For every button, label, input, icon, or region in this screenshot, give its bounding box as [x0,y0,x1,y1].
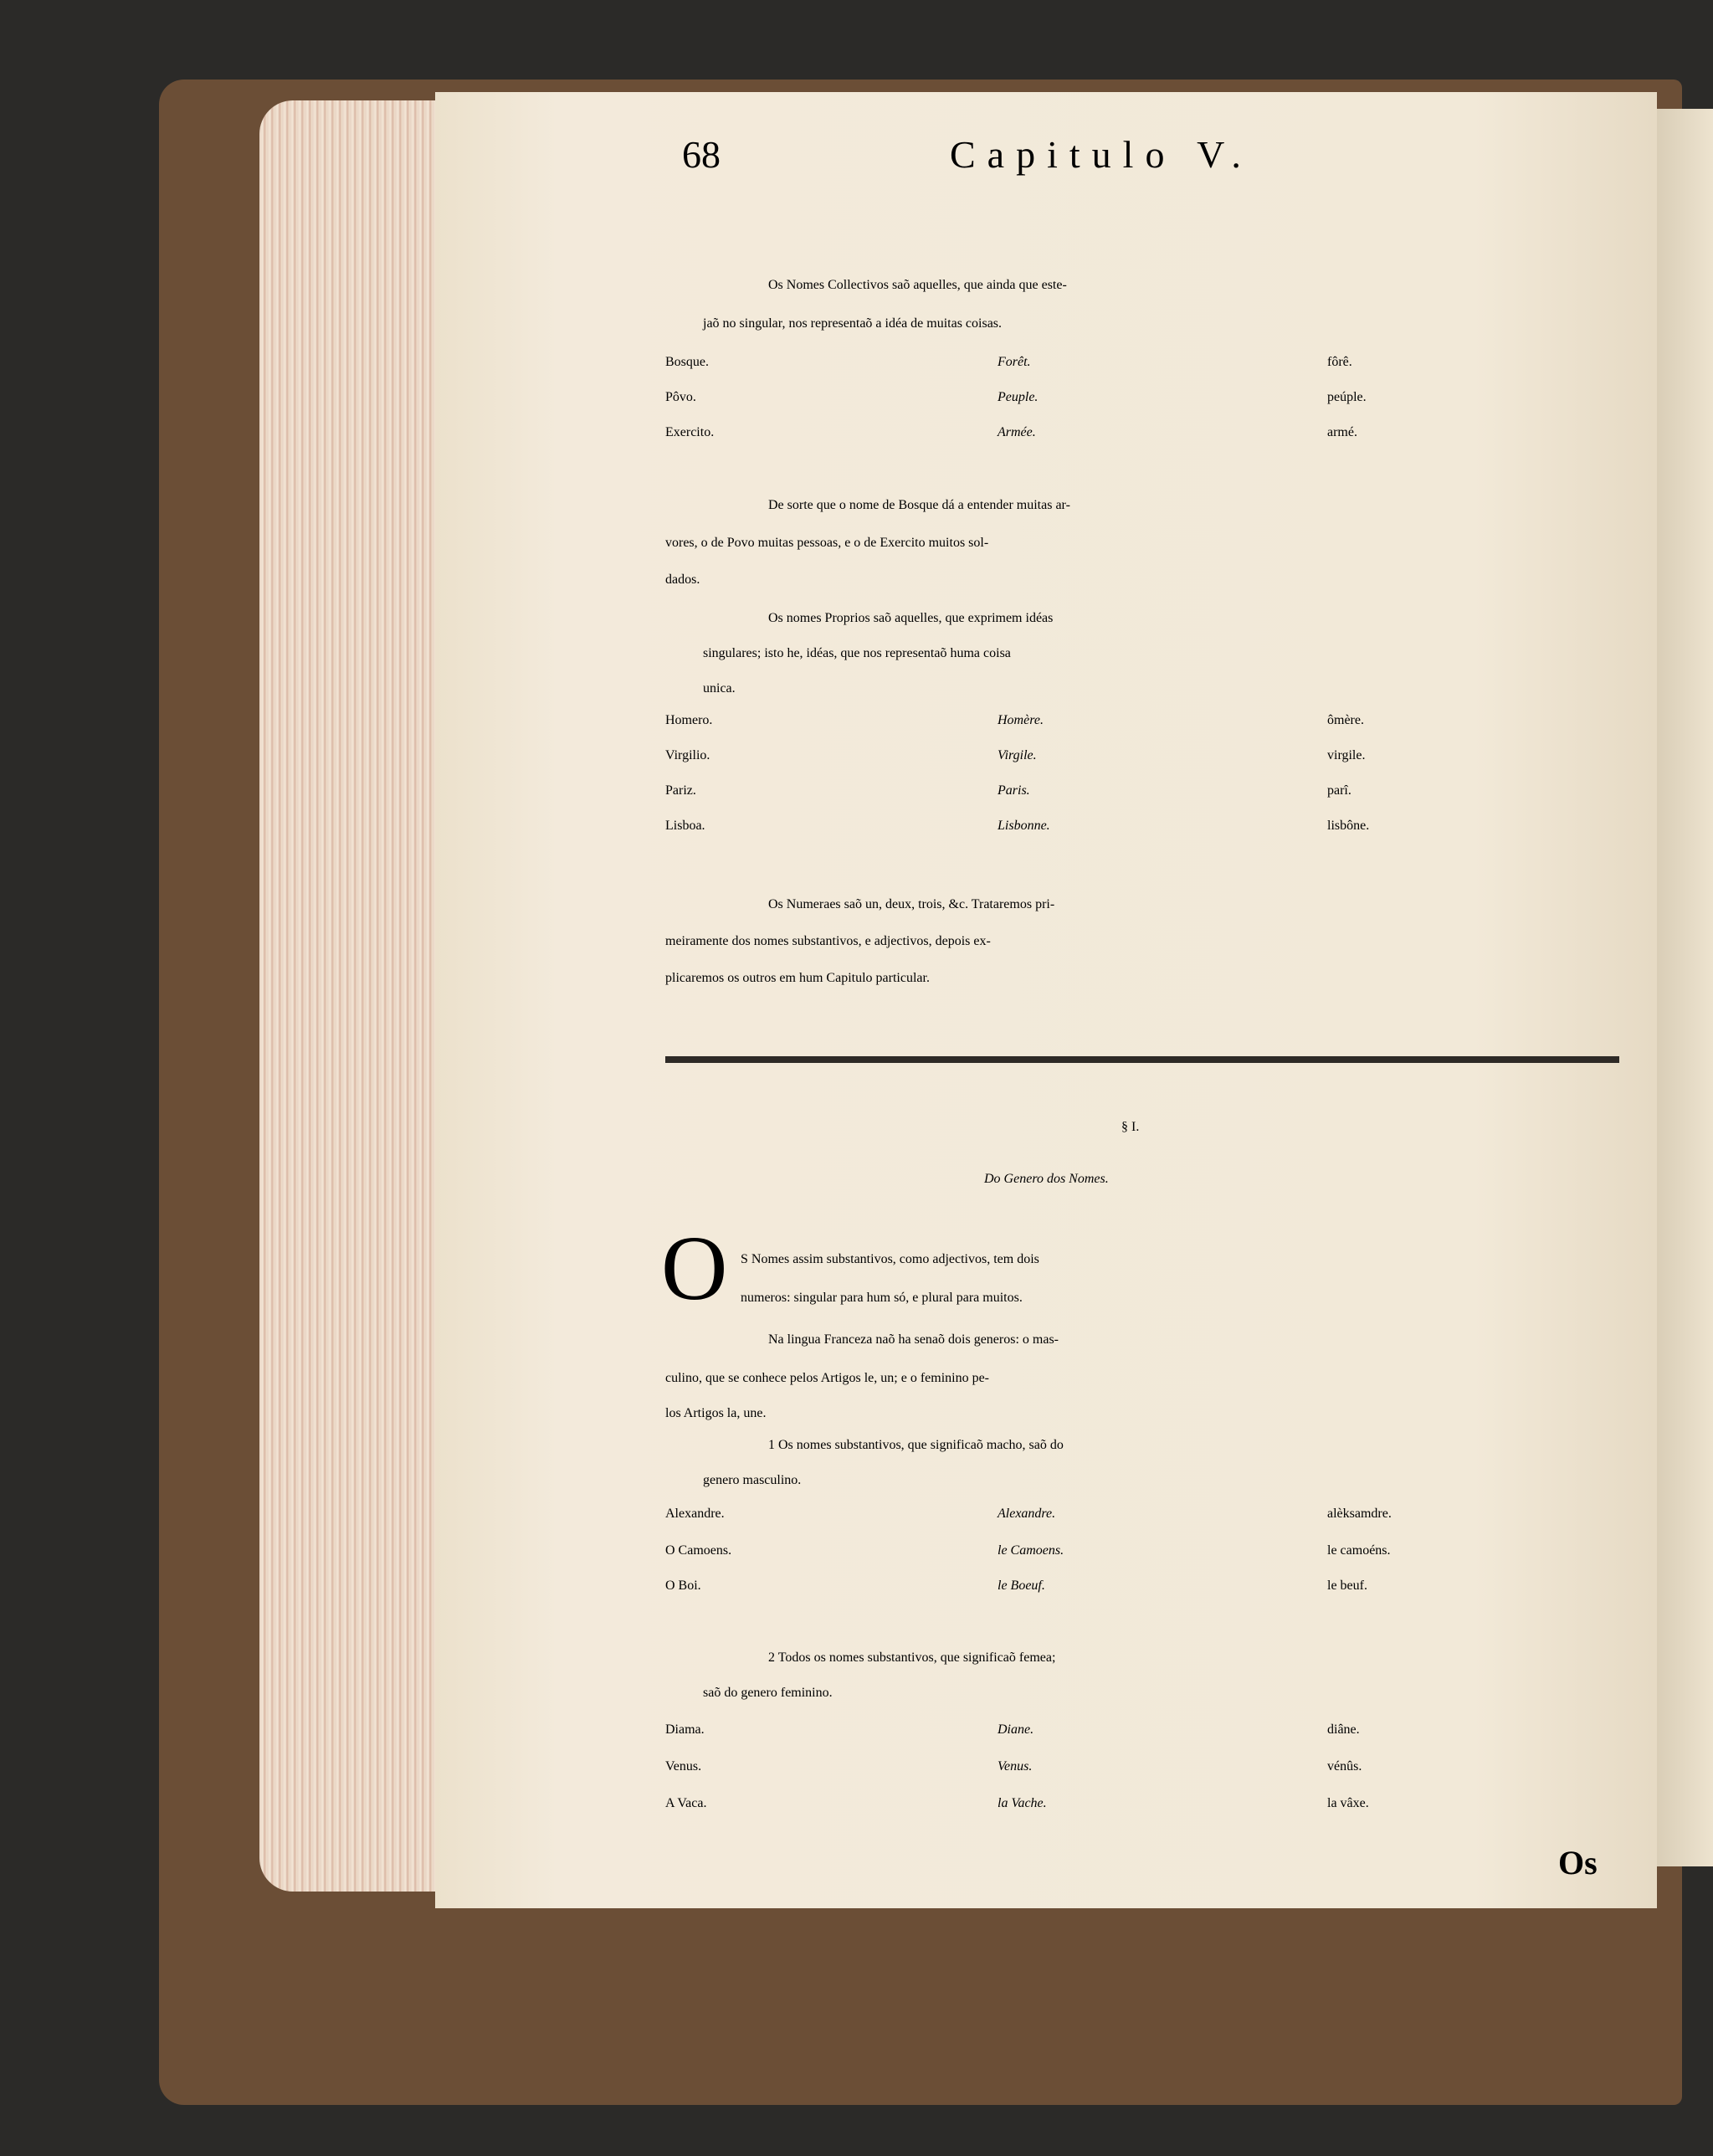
collective-intro-line: jaõ no singular, nos representaõ a idéa de muitas coisas. [703,316,1003,331]
paragraph-line: S Nomes assim substantivos, como adjectivos, tem dois [741,1252,1039,1266]
paragraph-line: numeros: singular para hum só, e plural para muitos. [741,1291,1023,1305]
word-pt: Lisboa. [665,819,705,833]
word-pronunciation: lisbône. [1327,819,1370,833]
word-fr: la Vache. [998,1796,1047,1810]
word-fr: Paris. [998,783,1030,798]
page-number: 68 [682,133,721,176]
word-pronunciation: le camoéns. [1327,1543,1391,1558]
paragraph-line: De sorte que o nome de Bosque dá a entender muitas ar- [768,498,1070,512]
paragraph-line: Os nomes Proprios saõ aquelles, que exprimem idéas [768,611,1054,625]
word-pt: O Boi. [665,1578,701,1593]
paragraph-line: Na lingua Franceza naõ ha senaõ dois generos: o mas- [768,1332,1059,1347]
word-pronunciation: le beuf. [1327,1578,1367,1593]
paragraph-line: 2 Todos os nomes substantivos, que significaõ femea; [768,1650,1056,1665]
word-pronunciation: alèksamdre. [1327,1507,1392,1521]
word-pronunciation: diâne. [1327,1722,1360,1737]
word-pronunciation: peúple. [1327,390,1367,404]
word-fr: Alexandre. [998,1507,1056,1521]
paragraph-line: saõ do genero feminino. [703,1686,833,1700]
word-pt: Homero. [665,713,713,727]
word-fr: Forêt. [998,355,1031,369]
word-pronunciation: virgile. [1327,748,1366,762]
word-fr: Lisbonne. [998,819,1050,833]
paragraph-line: vores, o de Povo muitas pessoas, e o de Exercito muitos sol- [665,536,989,550]
page-edges [259,100,435,1892]
collective-intro-line: Os Nomes Collectivos saõ aquelles, que ainda que este- [768,278,1067,292]
word-pt: Diama. [665,1722,705,1737]
word-pt: Venus. [665,1759,702,1774]
paragraph-line: plicaremos os outros em hum Capitulo particular. [665,971,930,985]
paragraph-line: unica. [703,681,736,696]
section-title: Do Genero dos Nomes. [984,1172,1109,1186]
word-fr: Venus. [998,1759,1033,1774]
paragraph-line: meiramente dos nomes substantivos, e adjectivos, depois ex- [665,934,991,948]
drop-capital: O [661,1217,728,1319]
paragraph-line: los Artigos la, une. [665,1406,767,1420]
section-mark: § I. [1121,1120,1140,1134]
word-pt: Alexandre. [665,1507,725,1521]
word-fr: Peuple. [998,390,1039,404]
facing-page-edge [1653,109,1713,1866]
word-fr: Virgile. [998,748,1037,762]
book-page [435,92,1657,1908]
word-pronunciation: fôrê. [1327,355,1352,369]
chapter-heading: Capitulo V. [950,133,1253,176]
word-pt: Exercito. [665,425,715,439]
word-pronunciation: parî. [1327,783,1351,798]
word-fr: le Camoens. [998,1543,1064,1558]
word-fr: le Boeuf. [998,1578,1045,1593]
word-pt: O Camoens. [665,1543,732,1558]
word-pronunciation: la vâxe. [1327,1796,1369,1810]
paragraph-line: genero masculino. [703,1473,802,1487]
section-divider [665,1056,1619,1063]
word-pt: Bosque. [665,355,709,369]
word-pronunciation: armé. [1327,425,1357,439]
word-fr: Diane. [998,1722,1034,1737]
paragraph-line: singulares; isto he, idéas, que nos representaõ huma coisa [703,646,1011,660]
catchword: Os [1558,1844,1598,1881]
paragraph-line: 1 Os nomes substantivos, que significaõ macho, saõ do [768,1438,1064,1452]
paragraph-line: culino, que se conhece pelos Artigos le, un; e o feminino pe- [665,1371,990,1385]
word-fr: Homère. [998,713,1044,727]
word-pronunciation: ômère. [1327,713,1364,727]
paragraph-line: Os Numeraes saõ un, deux, trois, &c. Trataremos pri- [768,897,1055,911]
paragraph-line: dados. [665,572,700,587]
word-pt: Virgilio. [665,748,710,762]
word-pt: Pariz. [665,783,696,798]
word-pronunciation: vénûs. [1327,1759,1362,1774]
word-pt: Pôvo. [665,390,696,404]
word-fr: Armée. [998,425,1036,439]
word-pt: A Vaca. [665,1796,707,1810]
